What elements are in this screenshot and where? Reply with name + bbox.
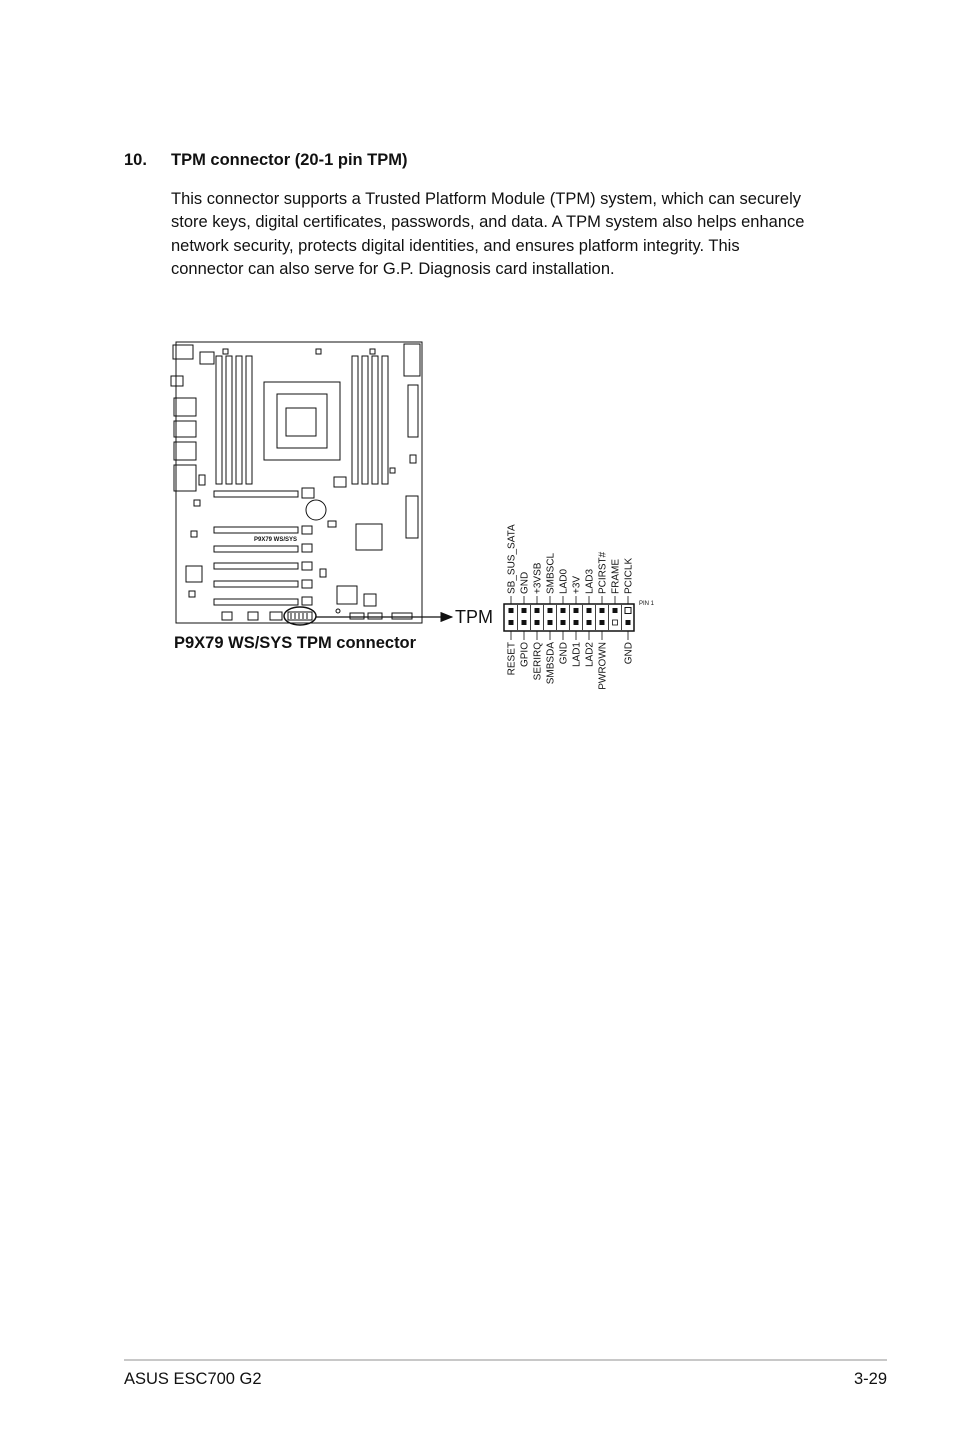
tpm-onboard-header — [284, 607, 316, 625]
top-pin-label: +3VSB — [532, 562, 544, 594]
footer-rule — [124, 1359, 887, 1361]
top-pin-label: +3V — [571, 575, 583, 594]
top-pin-label: FRAME — [610, 559, 622, 594]
bottom-pin-label: SMBSDA — [545, 642, 557, 685]
pin1-label: PIN 1 — [639, 601, 655, 607]
top-pin-label: LAD3 — [584, 568, 596, 594]
callout-label-tpm: TPM — [455, 607, 493, 627]
bottom-pin-label: RESET — [506, 642, 518, 676]
top-pin-label: GND — [519, 571, 531, 594]
pin — [548, 620, 553, 625]
description-line: network security, protects digital identities, and ensures platform integrity. This — [171, 236, 740, 255]
pin — [561, 608, 566, 613]
description-line: This connector supports a Trusted Platform Module (TPM) system, which can securely — [171, 190, 801, 208]
pin — [548, 608, 553, 613]
section-title: TPM connector (20-1 pin TPM) — [171, 151, 408, 169]
footer-page-number: 3-29 — [853, 1370, 887, 1388]
top-pin-label: SMBSCL — [545, 552, 557, 594]
top-pin-label: LAD0 — [558, 568, 570, 594]
pin — [574, 608, 579, 613]
bottom-pin-label: GPIO — [519, 642, 531, 668]
pin — [587, 620, 592, 625]
bottom-pin-label: GND — [558, 642, 570, 665]
pin — [613, 608, 618, 613]
pin — [535, 620, 540, 625]
pin — [600, 608, 605, 613]
tpm-highlight-ellipse — [284, 607, 316, 625]
top-pin-label: PCIRST# — [597, 551, 609, 594]
pin — [561, 620, 566, 625]
pin-missing — [613, 620, 618, 625]
pin-1-square — [625, 608, 631, 614]
top-pin-label: PCICLK — [623, 557, 635, 594]
pin — [626, 620, 631, 625]
bottom-pin-label: PWROWN — [597, 642, 609, 690]
board-silkscreen-label: P9X79 WS/SYS — [254, 537, 298, 543]
pin — [509, 620, 514, 625]
pin — [535, 608, 540, 613]
top-pin-label: SB_SUS_SATA — [506, 524, 518, 594]
pin — [509, 608, 514, 613]
pin — [587, 608, 592, 613]
pin — [574, 620, 579, 625]
description-line: connector can also serve for G.P. Diagnosis card installation. — [171, 259, 615, 278]
description-line: store keys, digital certificates, passwords, and data. A TPM system also helps enhance — [171, 213, 805, 232]
diagram-caption: P9X79 WS/SYS TPM connector — [174, 634, 417, 652]
motherboard-outline — [171, 342, 422, 623]
pin — [522, 608, 527, 613]
footer-product: ASUS ESC700 G2 — [124, 1370, 262, 1388]
pin — [522, 620, 527, 625]
pin — [600, 620, 605, 625]
bottom-pin-label: GND — [623, 642, 635, 665]
bottom-pin-label: SERIRQ — [532, 642, 544, 681]
bottom-pin-label: LAD1 — [571, 642, 583, 668]
tpm-pin-block — [504, 524, 635, 690]
bottom-pin-label: LAD2 — [584, 642, 596, 668]
section-number: 10. — [124, 151, 147, 169]
